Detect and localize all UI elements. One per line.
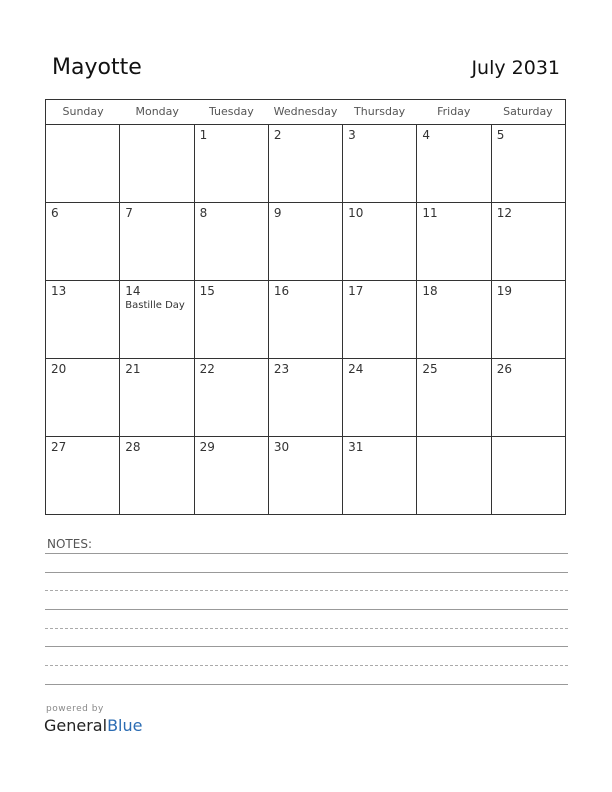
brand-blue-text: Blue [107, 716, 143, 735]
day-number: 22 [199, 362, 215, 376]
notes-line [45, 553, 568, 554]
week-row-1 [46, 125, 565, 203]
day-cell [343, 359, 417, 436]
day-cell [343, 203, 417, 280]
day-number: 26 [496, 362, 512, 376]
day-number: 27 [51, 440, 67, 454]
day-cell [120, 281, 194, 358]
day-cell [195, 203, 269, 280]
day-cell [417, 359, 491, 436]
notes-line [45, 646, 568, 647]
weekday-monday: Monday [135, 105, 179, 118]
week-row-5 [46, 437, 565, 514]
day-cell [269, 203, 343, 280]
day-number: 20 [51, 362, 67, 376]
day-cell [46, 203, 120, 280]
day-cell [120, 125, 194, 202]
day-number: 12 [496, 206, 512, 220]
week-row-2 [46, 203, 565, 281]
day-cell [46, 437, 120, 514]
week-row-3 [46, 281, 565, 359]
day-number: 28 [125, 440, 141, 454]
day-cell [195, 281, 269, 358]
day-number: 18 [422, 284, 438, 298]
day-cell [417, 125, 491, 202]
day-cell [195, 437, 269, 514]
day-number: 6 [51, 206, 59, 220]
day-number: 11 [422, 206, 438, 220]
day-number: 4 [422, 128, 431, 142]
notes-line [45, 665, 568, 666]
weekday-saturday: Saturday [503, 105, 553, 118]
day-cell [195, 359, 269, 436]
day-cell [269, 125, 343, 202]
day-cell [417, 203, 491, 280]
calendar-country-title: Mayotte [52, 55, 142, 80]
notes-line [45, 572, 568, 573]
day-cell [269, 437, 343, 514]
day-cell [343, 125, 417, 202]
day-cell [492, 125, 565, 202]
day-number: 24 [348, 362, 364, 376]
brand-general-text: General [44, 716, 108, 735]
day-number: 30 [273, 440, 290, 454]
day-number: 1 [199, 128, 208, 142]
weekday-tuesday: Tuesday [208, 105, 254, 118]
day-cell [46, 359, 120, 436]
weekday-friday: Friday [437, 105, 471, 118]
day-cell [195, 125, 269, 202]
day-cell [492, 203, 565, 280]
day-cell [492, 281, 565, 358]
weekday-wednesday: Wednesday [273, 105, 338, 118]
weekday-header [46, 100, 565, 125]
calendar-grid [45, 99, 566, 515]
day-number: 3 [348, 128, 356, 142]
powered-by-text: powered by [46, 704, 104, 714]
day-number: 17 [348, 284, 364, 298]
day-number: 25 [422, 362, 438, 376]
day-number: 16 [273, 284, 290, 298]
holiday-label: Bastille Day [125, 300, 185, 311]
day-number: 19 [496, 284, 512, 298]
generalblue-logo [44, 716, 142, 735]
notes-label: NOTES: [47, 537, 92, 551]
day-number: 2 [273, 128, 282, 142]
week-row-4 [46, 359, 565, 437]
day-cell [343, 437, 417, 514]
notes-line [45, 628, 568, 629]
notes-line [45, 590, 568, 591]
day-cell [46, 281, 120, 358]
day-number: 10 [348, 206, 364, 220]
day-cell [120, 203, 194, 280]
day-number: 15 [199, 284, 215, 298]
day-number: 21 [125, 362, 141, 376]
notes-line [45, 609, 568, 610]
day-cell [417, 437, 491, 514]
day-number: 7 [125, 206, 133, 220]
day-number: 31 [348, 440, 364, 454]
day-cell [120, 437, 194, 514]
day-cell [417, 281, 491, 358]
calendar-month-title: July 2031 [471, 57, 560, 79]
day-number: 14 [125, 284, 141, 298]
notes-line [45, 684, 568, 685]
weekday-thursday: Thursday [354, 105, 406, 118]
day-number: 23 [273, 362, 290, 376]
day-cell [46, 125, 120, 202]
day-number: 8 [199, 206, 208, 220]
day-cell [343, 281, 417, 358]
day-number: 5 [496, 128, 505, 142]
day-cell [120, 359, 194, 436]
day-number: 29 [199, 440, 215, 454]
weekday-sunday: Sunday [62, 105, 104, 118]
day-cell [492, 359, 565, 436]
day-number: 13 [51, 284, 67, 298]
day-cell [269, 281, 343, 358]
day-cell [492, 437, 565, 514]
day-cell [269, 359, 343, 436]
day-number: 9 [273, 206, 282, 220]
